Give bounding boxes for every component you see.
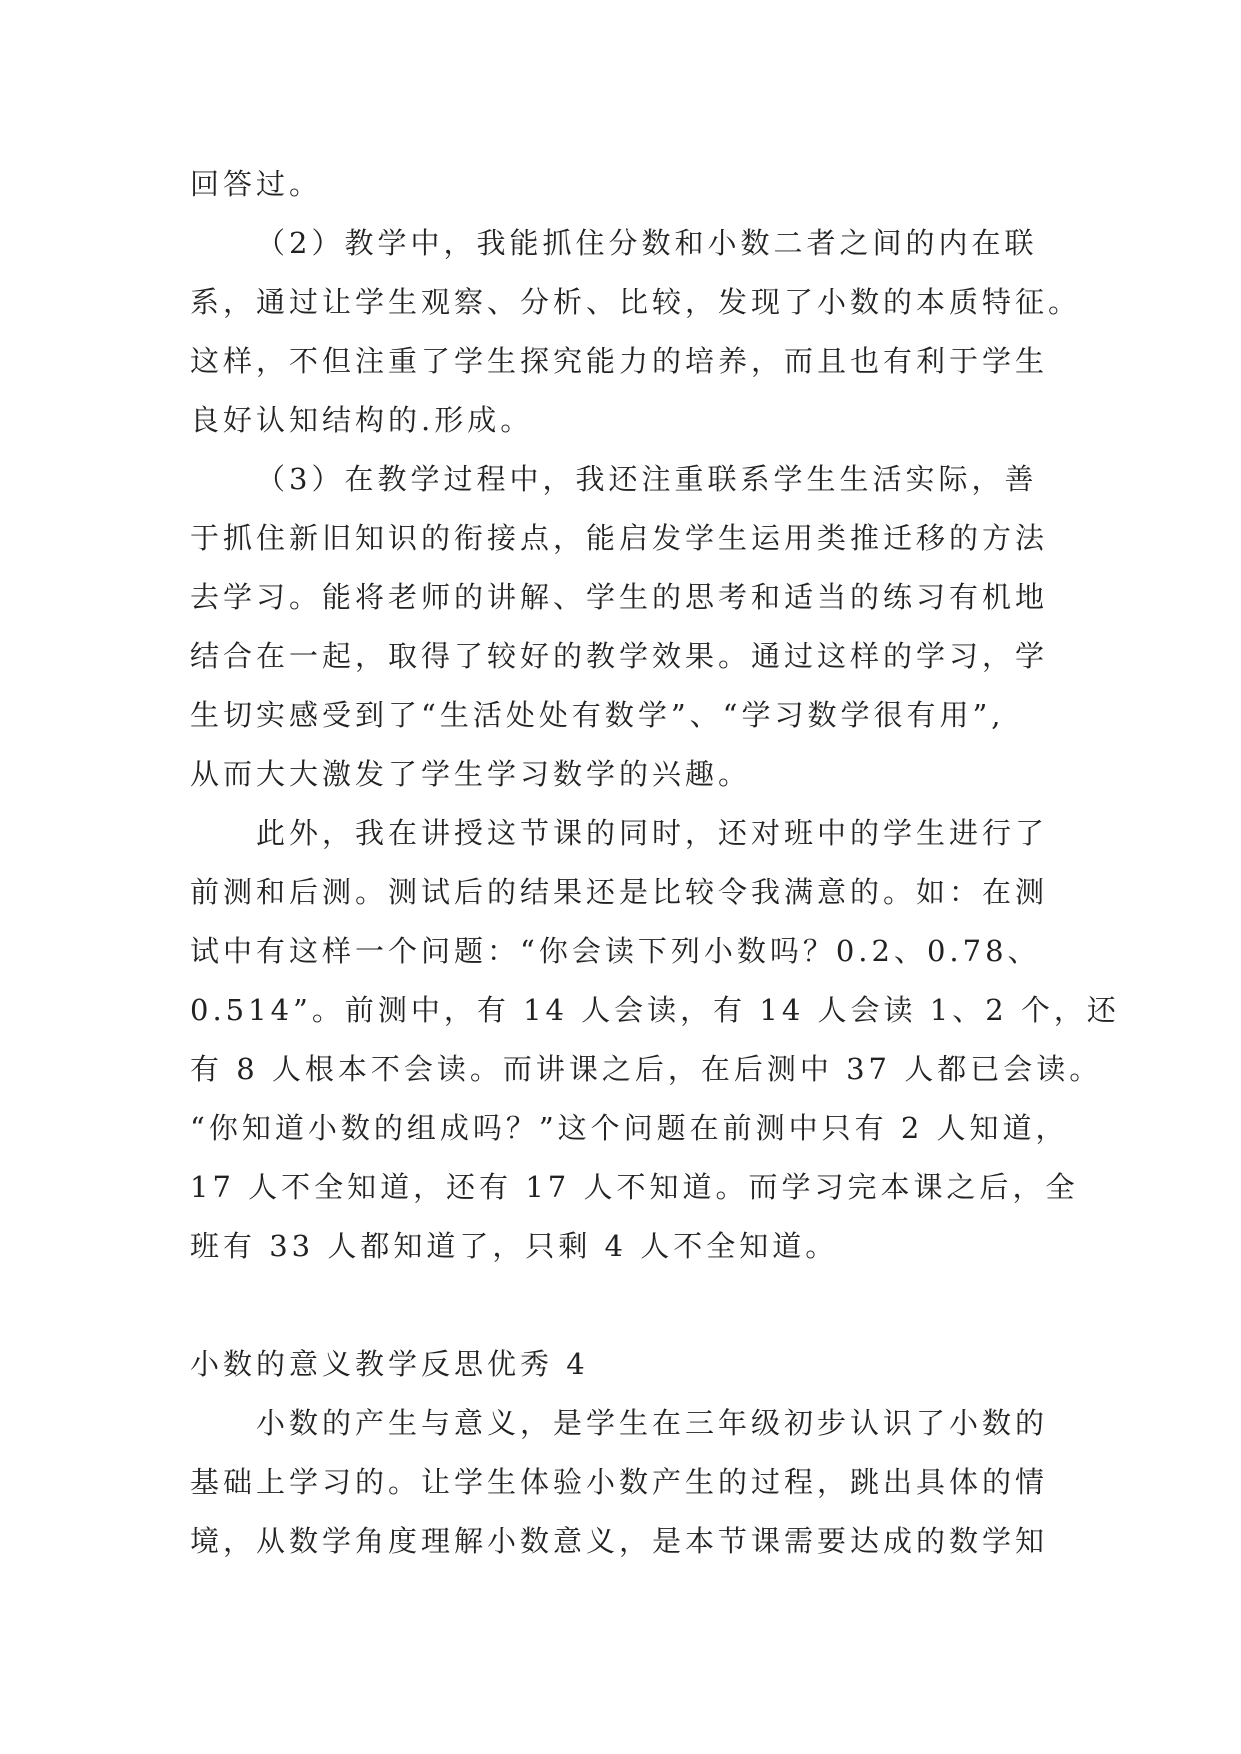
text-line: 系，通过让学生观察、分析、比较，发现了小数的本质特征。 (190, 285, 1082, 319)
text-line: 基础上学习的。让学生体验小数产生的过程，跳出具体的情 (190, 1465, 1049, 1499)
section-heading: 小数的意义教学反思优秀 4 (190, 1347, 589, 1381)
text-line: 有 8 人根本不会读。而讲课之后，在后测中 37 人都已会读。 (190, 1052, 1103, 1086)
paragraph-start-line: 小数的产生与意义，是学生在三年级初步认识了小数的 (256, 1406, 1049, 1440)
text-line: 0.514”。前测中，有 14 人会读，有 14 人会读 1、2 个，还 (190, 993, 1120, 1027)
text-line: 良好认知结构的.形成。 (190, 403, 534, 437)
text-line: 这样，不但注重了学生探究能力的培养，而且也有利于学生 (190, 344, 1049, 378)
text-line: 从而大大激发了学生学习数学的兴趣。 (190, 757, 752, 791)
text-line: 于抓住新旧知识的衔接点，能启发学生运用类推迁移的方法 (190, 521, 1049, 555)
text-line: 去学习。能将老师的讲解、学生的思考和适当的练习有机地 (190, 580, 1049, 614)
text-line: 前测和后测。测试后的结果还是比较令我满意的。如：在测 (190, 875, 1049, 909)
text-line: 回答过。 (190, 167, 323, 201)
text-line: 生切实感受到了“生活处处有数学”、“学习数学很有用”, (190, 698, 1005, 732)
text-line: “你知道小数的组成吗？”这个问题在前测中只有 2 人知道， (190, 1111, 1069, 1145)
text-line: 试中有这样一个问题：“你会读下列小数吗？0.2、0.78、 (190, 934, 1041, 968)
paragraph-start-line: （3）在教学过程中，我还注重联系学生生活实际，善 (256, 462, 1038, 496)
text-line: 结合在一起，取得了较好的教学效果。通过这样的学习，学 (190, 639, 1049, 673)
text-line: 境，从数学角度理解小数意义，是本节课需要达成的数学知 (190, 1524, 1049, 1558)
text-line: 班有 33 人都知道了，只剩 4 人不全知道。 (190, 1229, 839, 1263)
document-body (190, 155, 1120, 1571)
text-line: 17 人不全知道，还有 17 人不知道。而学习完本课之后，全 (190, 1170, 1079, 1204)
paragraph-start-line: （2）教学中，我能抓住分数和小数二者之间的内在联 (256, 226, 1038, 260)
paragraph-start-line: 此外，我在讲授这节课的同时，还对班中的学生进行了 (256, 816, 1049, 850)
